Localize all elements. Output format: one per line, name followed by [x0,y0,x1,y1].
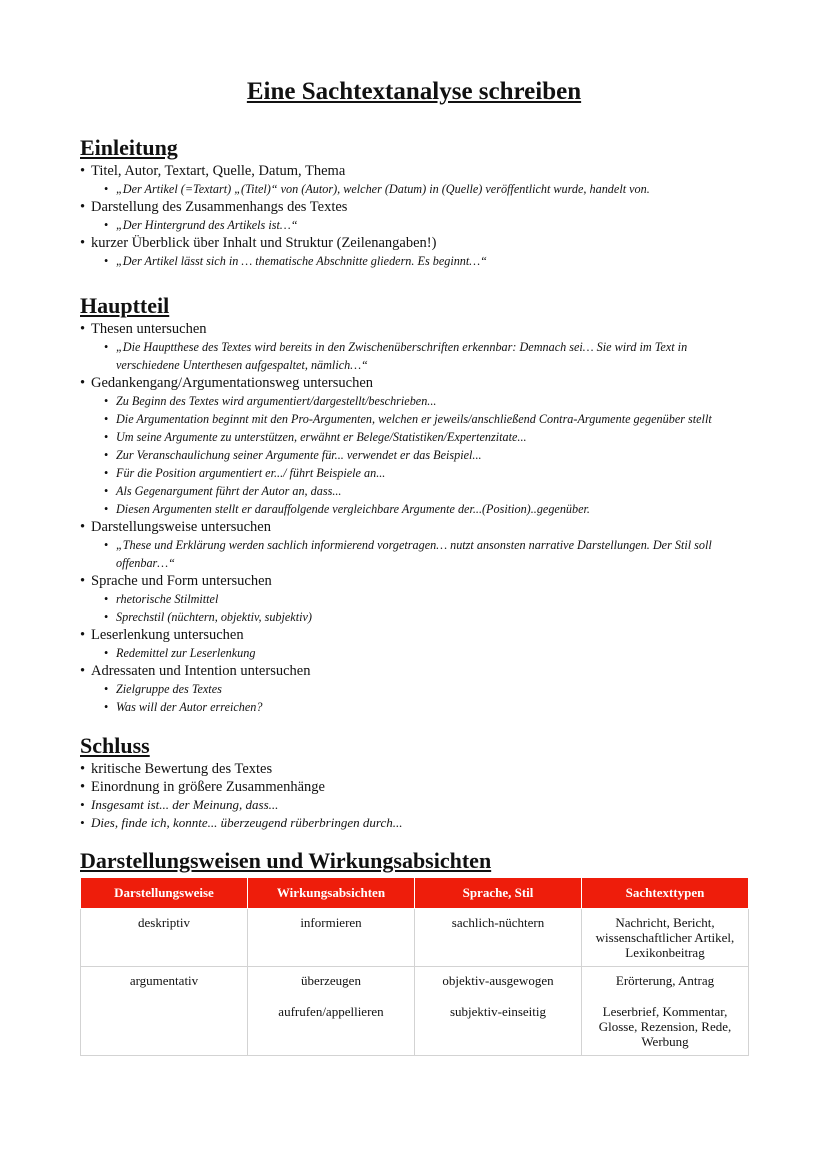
list-subitem: • „Der Artikel (=Textart) „(Titel)“ von (Autor), welcher (Datum) in (Quelle) veröffentlicht wurde, handelt von. [91,180,750,198]
list-subitem: • „These und Erklärung werden sachlich informierend vorgetragen… nutzt ansonsten narrative Darstellungen. Der Stil soll offenbar…“ [91,536,750,572]
list-item: • Gedankengang/Argumentationsweg untersuchen • Zu Beginn des Textes wird argumentiert/dargestellt/beschrieben... • Die Argumentation beginnt mit den Pro-Argumenten, welchen er jeweils/anschließend Contra-Argumente gegenüber stellt • Um seine Argumente zu unterstützen, erwähnt er Belege/Statistiken/Expertenzitate... • Zur Veranschaulichung seiner Argumente für... verwendet er das Beispiel... • Für die Position argumentiert er.../ führt Beispiele an... • Als Gegenargument führt der Autor an, dass... • Diesen Argumenten stellt er darauffolgende vergleichbare Argumente der...(Position)..gegenüber. [80,374,750,518]
list-subitem: • rhetorische Stilmittel [91,590,750,608]
section-schluss [80,732,750,832]
list-subitem: • Zur Veranschaulichung seiner Argumente für... verwendet er das Beispiel... [91,446,750,464]
list-hauptteil [80,320,750,716]
list-subitem: • Um seine Argumente zu unterstützen, erwähnt er Belege/Statistiken/Expertenzitate... [91,428,750,446]
list-item: • kritische Bewertung des Textes [80,760,750,778]
list-item: • Dies, finde ich, konnte... überzeugend rüberbringen durch... [80,814,750,832]
heading-hauptteil: Hauptteil [80,293,170,318]
list-subitem: • „Der Artikel lässt sich in … thematische Abschnitte gliedern. Es beginnt…“ [91,252,750,270]
table-cell: objektiv-ausgewogen subjektiv-einseitig [415,967,582,1056]
table-cell: argumentativ [81,967,248,1056]
column-header: Sprache, Stil [415,878,582,909]
list-subitem: • Zu Beginn des Textes wird argumentiert/dargestellt/beschrieben... [91,392,750,410]
table-cell: Erörterung, Antrag Leserbrief, Kommentar, Glosse, Rezension, Rede, Werbung [582,967,749,1056]
list-item: • Titel, Autor, Textart, Quelle, Datum, Thema • „Der Artikel (=Textart) „(Titel)“ von (Autor), welcher (Datum) in (Quelle) veröffentlicht wurde, handelt von. [80,162,750,198]
table-row [81,909,749,967]
column-header: Darstellungsweise [81,878,248,909]
list-subitem: • Was will der Autor erreichen? [91,698,750,716]
list-subitem: • Sprechstil (nüchtern, objektiv, subjektiv) [91,608,750,626]
list-subitem: • Die Argumentation beginnt mit den Pro-Argumenten, welchen er jeweils/anschließend Contra-Argumente gegenüber stellt [91,410,750,428]
document-title: Eine Sachtextanalyse schreiben [246,78,582,105]
list-subitem: • Redemittel zur Leserlenkung [91,644,750,662]
list-item: • Darstellung des Zusammenhangs des Textes • „Der Hintergrund des Artikels ist…“ [80,198,750,234]
list-subitem: • Diesen Argumenten stellt er darauffolgende vergleichbare Argumente der...(Position)..gegenüber. [91,500,750,518]
list-item: • Einordnung in größere Zusammenhänge [80,778,750,796]
list-item: • Thesen untersuchen • „Die Hauptthese des Textes wird bereits in den Zwischenüberschriften erkennbar: Demnach sei… Sie wird im Text in verschiedene Unterthesen aufgespaltet, nämlich…“ [80,320,750,374]
list-item: • Insgesamt ist... der Meinung, dass... [80,796,750,814]
column-header: Sachtexttypen [582,878,749,909]
list-item: • kurzer Überblick über Inhalt und Struktur (Zeilenangaben!) • „Der Artikel lässt sich in … thematische Abschnitte gliedern. Es beginnt…“ [80,234,750,270]
section-darstellungsweisen [80,847,750,1056]
list-subitem: • „Die Hauptthese des Textes wird bereits in den Zwischenüberschriften erkennbar: Demnach sei… Sie wird im Text in verschiedene Unterthesen aufgespaltet, nämlich…“ [91,338,750,374]
table-header-row [81,878,749,909]
table-row [81,967,749,1056]
list-item: • Leserlenkung untersuchen • Redemittel zur Leserlenkung [80,626,750,662]
list-subitem: • Als Gegenargument führt der Autor an, dass... [91,482,750,500]
column-header: Wirkungsabsichten [248,878,415,909]
table-cell: deskriptiv [81,909,248,967]
list-subitem: • „Der Hintergrund des Artikels ist…“ [91,216,750,234]
list-item: • Darstellungsweise untersuchen • „These und Erklärung werden sachlich informierend vorgetragen… nutzt ansonsten narrative Darstellungen. Der Stil soll offenbar…“ [80,518,750,572]
list-item: • Sprache und Form untersuchen • rhetorische Stilmittel • Sprechstil (nüchtern, objektiv, subjektiv) [80,572,750,626]
list-schluss [80,760,750,832]
heading-einleitung: Einleitung [80,135,178,160]
table-cell: überzeugen aufrufen/appellieren [248,967,415,1056]
heading-darstellungsweisen: Darstellungsweisen und Wirkungsabsichten [80,848,492,873]
section-einleitung [80,134,750,270]
list-subitem: • Für die Position argumentiert er.../ führt Beispiele an... [91,464,750,482]
table-cell: informieren [248,909,415,967]
list-item: • Adressaten und Intention untersuchen • Zielgruppe des Textes • Was will der Autor erreichen? [80,662,750,716]
darstellungsweisen-table [80,877,749,1056]
table-cell: Nachricht, Bericht, wissenschaftlicher Artikel, Lexikonbeitrag [582,909,749,967]
section-hauptteil [80,292,750,716]
heading-schluss: Schluss [80,733,150,758]
table-cell: sachlich-nüchtern [415,909,582,967]
list-einleitung [80,162,750,270]
list-subitem: • Zielgruppe des Textes [91,680,750,698]
